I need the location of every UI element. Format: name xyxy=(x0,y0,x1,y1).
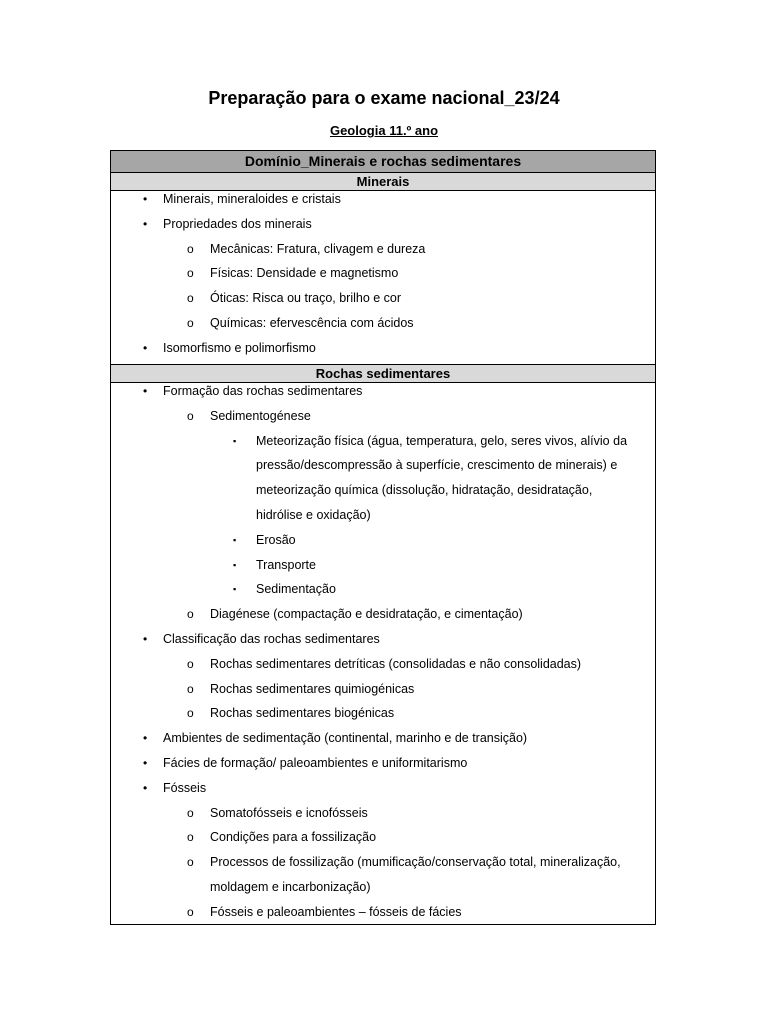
bullet-icon: o xyxy=(187,855,194,870)
bullet-icon: • xyxy=(143,192,148,206)
topic-item xyxy=(111,726,655,751)
item-text: Propriedades dos minerais xyxy=(163,216,312,231)
bullet-icon: • xyxy=(143,384,148,398)
item-text: Óticas: Risca ou traço, brilho e cor xyxy=(210,291,402,306)
section-body-rochas-sedimentares xyxy=(111,383,655,925)
item-text: Classificação das rochas sedimentares xyxy=(163,631,380,646)
sub-subtopic-item xyxy=(111,528,655,553)
section-header-minerais: Minerais xyxy=(111,173,655,191)
nested-list xyxy=(163,801,655,925)
item-text: Erosão xyxy=(256,532,296,547)
item-text: Físicas: Densidade e magnetismo xyxy=(210,266,399,281)
subtopic-item xyxy=(111,677,655,702)
bullet-icon: o xyxy=(187,315,194,330)
bullet-icon: o xyxy=(187,706,194,721)
topic-item xyxy=(111,776,655,925)
topic-list xyxy=(111,383,655,925)
page-subtitle: Geologia 11.º ano xyxy=(329,123,439,138)
section-header-rochas-sedimentares: Rochas sedimentares xyxy=(111,364,655,383)
item-text: Fósseis xyxy=(163,780,207,795)
subtopic-item xyxy=(111,652,655,677)
sub-subtopic-item xyxy=(111,429,655,528)
bullet-icon: o xyxy=(187,241,194,256)
item-text: Somatofósseis e icnofósseis xyxy=(210,805,368,820)
topic-item xyxy=(111,383,655,627)
page-title: Preparação para o exame nacional_23/24 xyxy=(208,88,560,108)
item-text: Formação das rochas sedimentares xyxy=(163,384,363,398)
item-text: Fósseis e paleoambientes – fósseis de fácies xyxy=(210,904,462,919)
subtopic-item xyxy=(111,701,655,726)
section-body-minerais xyxy=(111,191,655,364)
item-text: Rochas sedimentares biogénicas xyxy=(210,706,395,721)
item-text: Diagénese (compactação e desidratação, e cimentação) xyxy=(210,607,523,622)
nested-list xyxy=(163,237,655,336)
subtopic-item xyxy=(111,602,655,627)
subtopic-item xyxy=(111,900,655,925)
sub-subtopic-item xyxy=(111,553,655,578)
bullet-icon: o xyxy=(187,904,194,919)
domain-header: Domínio_Minerais e rochas sedimentares xyxy=(111,151,655,173)
subtopic-item xyxy=(111,261,655,286)
topic-item xyxy=(111,336,655,361)
bullet-icon: ▪ xyxy=(233,584,237,595)
item-text: Processos de fossilização (mumificação/conservação total, mineralização, moldagem e incarbonização) xyxy=(210,855,621,894)
bullet-icon: o xyxy=(187,830,194,845)
topic-list xyxy=(111,191,655,361)
bullet-icon: • xyxy=(143,731,148,746)
item-text: Minerais, mineraloides e cristais xyxy=(163,192,341,206)
bullet-icon: • xyxy=(143,755,148,770)
subtopic-item xyxy=(111,311,655,336)
subtopic-item xyxy=(111,801,655,826)
bullet-icon: o xyxy=(187,408,194,423)
subtopic-item xyxy=(111,237,655,262)
nested-list xyxy=(163,652,655,726)
nested-list xyxy=(163,404,655,627)
bullet-icon: • xyxy=(143,631,148,646)
syllabus-table xyxy=(110,150,656,925)
bullet-icon: • xyxy=(143,340,148,355)
item-text: Transporte xyxy=(256,557,316,572)
item-text: Condições para a fossilização xyxy=(210,830,377,845)
topic-item xyxy=(111,627,655,726)
nested-list xyxy=(210,429,655,603)
item-text: Ambientes de sedimentação (continental, marinho e de transição) xyxy=(163,731,528,746)
bullet-icon: o xyxy=(187,681,194,696)
bullet-icon: ▪ xyxy=(233,534,237,545)
bullet-icon: o xyxy=(187,656,194,671)
bullet-icon: o xyxy=(187,291,194,306)
bullet-icon: o xyxy=(187,266,194,281)
item-text: Sedimentação xyxy=(256,582,336,597)
item-text: Químicas: efervescência com ácidos xyxy=(210,315,414,330)
bullet-icon: o xyxy=(187,805,194,820)
item-text: Fácies de formação/ paleoambientes e uniformitarismo xyxy=(163,755,468,770)
topic-item xyxy=(111,751,655,776)
topic-item xyxy=(111,191,655,212)
subtopic-item xyxy=(111,286,655,311)
item-text: Sedimentogénese xyxy=(210,408,311,423)
bullet-icon: • xyxy=(143,216,148,231)
topic-item xyxy=(111,212,655,336)
bullet-icon: ▪ xyxy=(233,559,237,570)
item-text: Rochas sedimentares quimiogénicas xyxy=(210,681,415,696)
item-text: Meteorização física (água, temperatura, gelo, seres vivos, alívio da pressão/descompressão à superfície, crescimento de minerais) e meteorização química (dissolução, hidratação, desidratação, hidrólise e oxidação) xyxy=(256,433,628,522)
item-text: Isomorfismo e polimorfismo xyxy=(163,340,316,355)
bullet-icon: o xyxy=(187,607,194,622)
bullet-icon: ▪ xyxy=(233,435,237,446)
subtopic-item xyxy=(111,850,655,900)
bullet-icon: • xyxy=(143,780,148,795)
sub-subtopic-item xyxy=(111,577,655,602)
subtopic-item xyxy=(111,825,655,850)
item-text: Rochas sedimentares detríticas (consolidadas e não consolidadas) xyxy=(210,656,582,671)
subtopic-item xyxy=(111,404,655,602)
item-text: Mecânicas: Fratura, clivagem e dureza xyxy=(210,241,426,256)
